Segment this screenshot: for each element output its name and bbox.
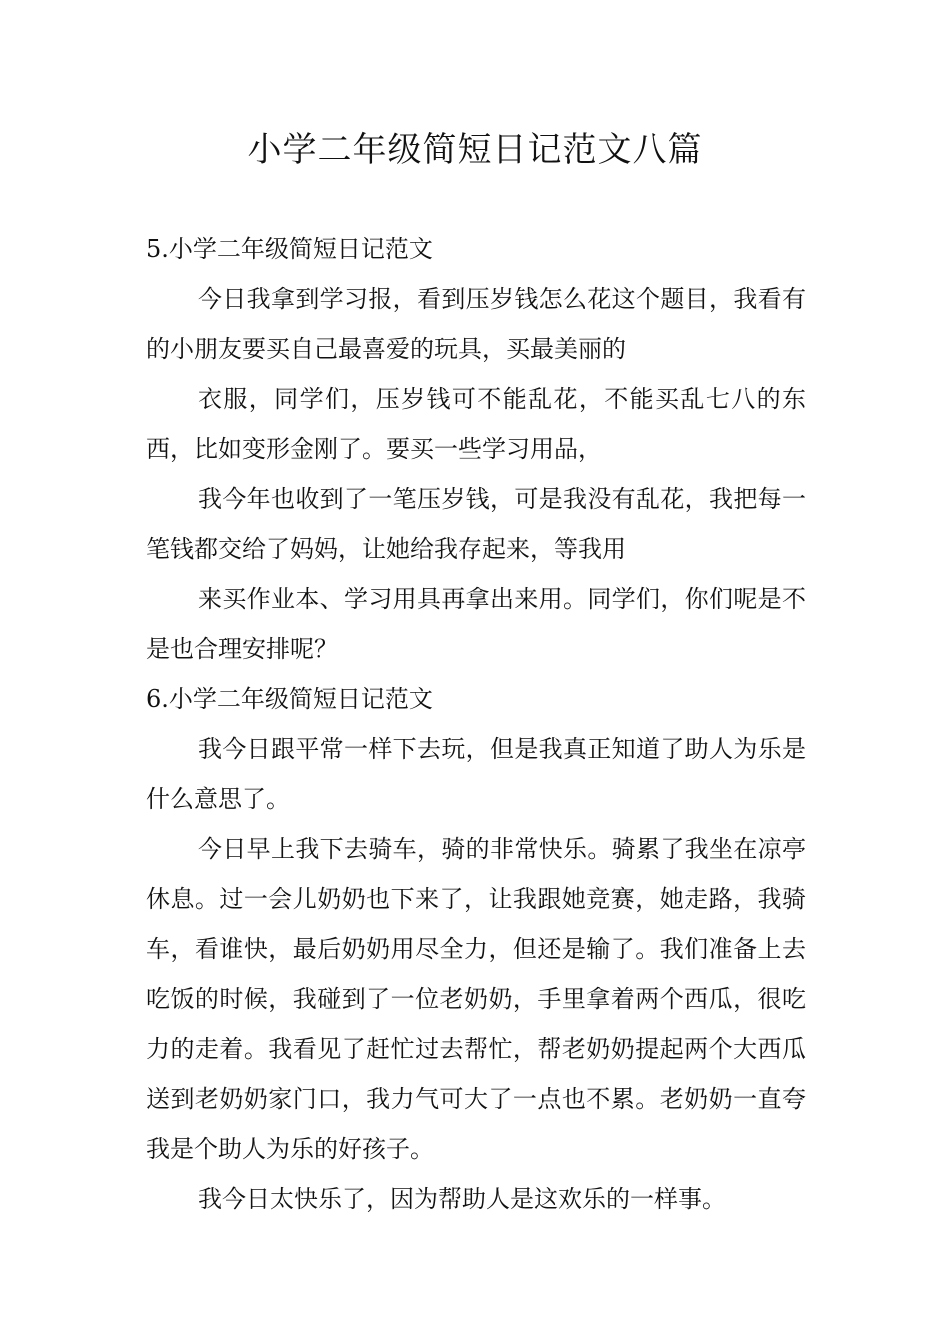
section-heading-6: 6.小学二年级简短日记范文 bbox=[146, 685, 433, 713]
document-title: 小学二年级简短日记范文八篇 bbox=[247, 130, 703, 170]
paragraph: 今日早上我下去骑车，骑的非常快乐。骑累了我坐在凉亭休息。过一会儿奶奶也下来了，让我跟她竞赛，她走路，我骑车，看谁快，最后奶奶用尽全力，但还是输了。我们准备上去吃饭的时候，我碰到了一位老奶奶，手里拿着两个西瓜，很吃力的走着。我看见了赶忙过去帮忙，帮老奶奶提起两个大西瓜送到老奶奶家门口，我力气可大了一点也不累。老奶奶一直夸我是个助人为乐的好孩子。 bbox=[146, 835, 806, 1163]
paragraph: 我今年也收到了一笔压岁钱，可是我没有乱花，我把每一笔钱都交给了妈妈，让她给我存起来，等我用 bbox=[146, 485, 806, 563]
paragraph: 我今日太快乐了，因为帮助人是这欢乐的一样事。 bbox=[198, 1185, 726, 1213]
paragraph: 我今日跟平常一样下去玩，但是我真正知道了助人为乐是什么意思了。 bbox=[146, 735, 806, 813]
section-heading-5: 5.小学二年级简短日记范文 bbox=[146, 235, 433, 263]
paragraph: 今日我拿到学习报，看到压岁钱怎么花这个题目，我看有的小朋友要买自己最喜爱的玩具，买最美丽的 bbox=[146, 285, 806, 363]
paragraph: 衣服，同学们，压岁钱可不能乱花，不能买乱七八的东西，比如变形金刚了。要买一些学习用品， bbox=[146, 385, 806, 463]
document-body bbox=[146, 224, 806, 1224]
paragraph: 来买作业本、学习用具再拿出来用。同学们，你们呢是不是也合理安排呢？ bbox=[146, 585, 806, 663]
